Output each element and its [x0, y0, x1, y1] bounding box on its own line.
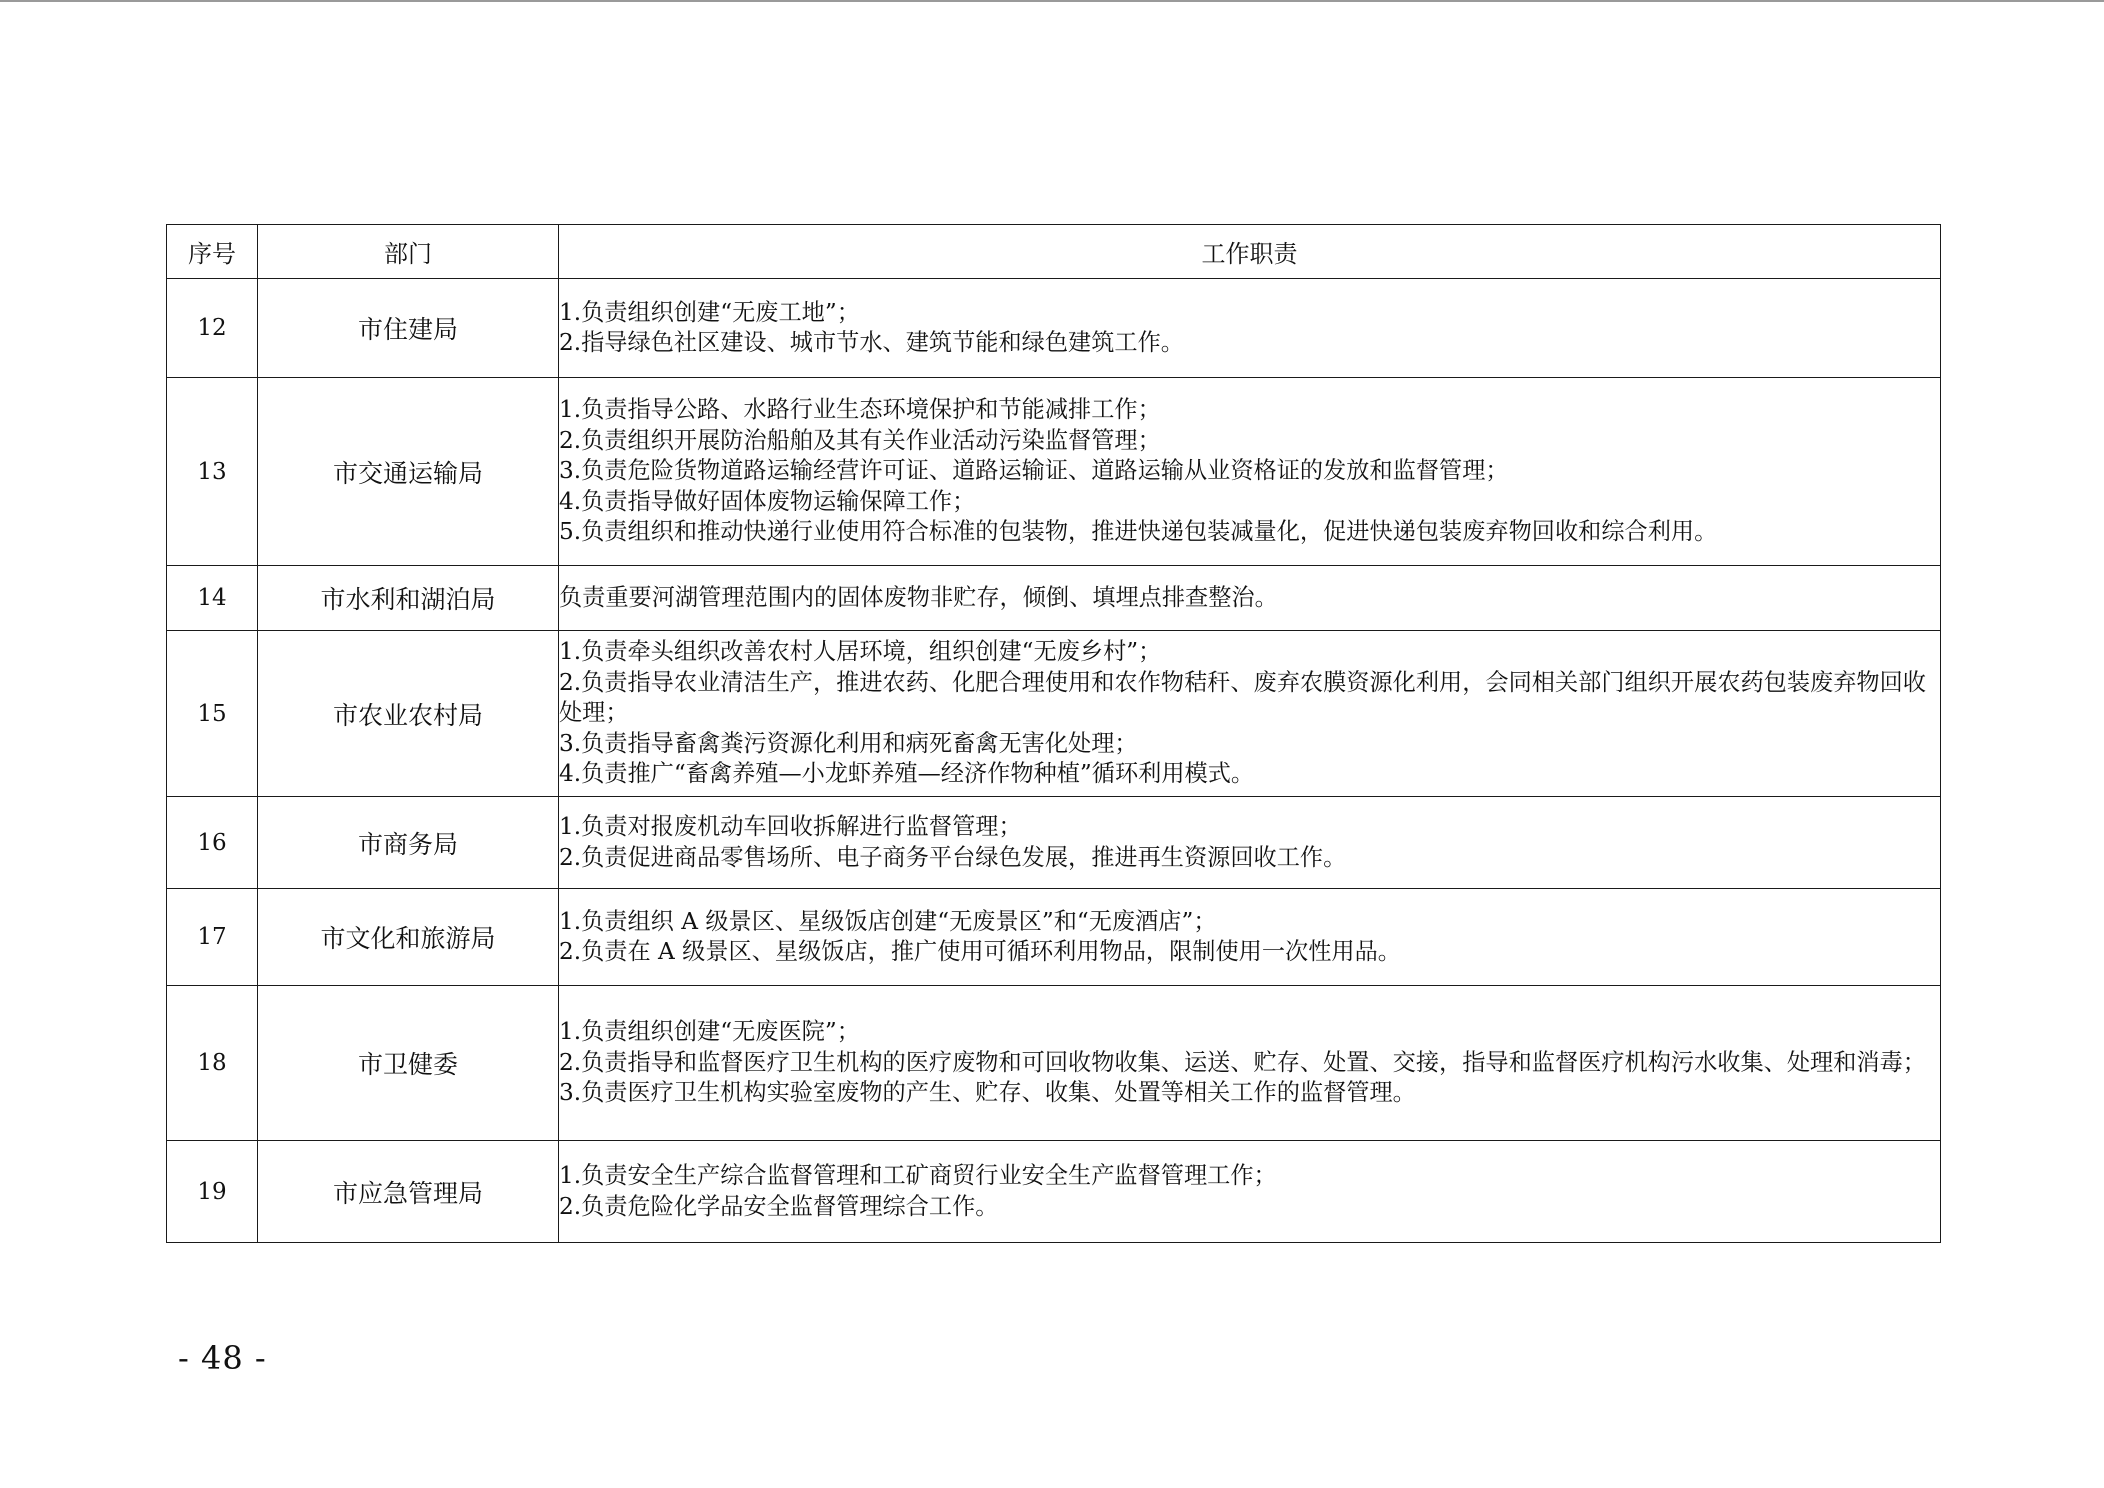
top-rule: [0, 0, 2104, 2]
duty-line: 1.负责对报废机动车回收拆解进行监督管理；: [559, 813, 1022, 840]
row-number: 12: [167, 279, 258, 378]
duties-cell: [559, 378, 1941, 566]
duty-line: 2.负责危险化学品安全监督管理综合工作。: [559, 1192, 999, 1220]
header-no: 序号: [167, 225, 258, 279]
table-row: [167, 797, 1941, 889]
row-number: 19: [167, 1141, 258, 1243]
row-number: 15: [167, 631, 258, 797]
duty-line: 1.负责安全生产综合监督管理和工矿商贸行业安全生产监督管理工作；: [559, 1162, 1277, 1189]
table-row: [167, 279, 1941, 378]
duties-cell: [559, 631, 1941, 797]
row-number: 13: [167, 378, 258, 566]
duty-line: 2.负责指导和监督医疗卫生机构的医疗废物和可回收物收集、运送、贮存、处置、交接，指导和监督医疗机构污水收集、处理和消毒；: [559, 1048, 1926, 1076]
duties-cell: [559, 797, 1941, 889]
duty-line: 2.指导绿色社区建设、城市节水、建筑节能和绿色建筑工作。: [559, 329, 1184, 356]
duty-line: 5.负责组织和推动快递行业使用符合标准的包装物，推进快递包装减量化，促进快递包装废弃物回收和综合利用。: [559, 518, 1718, 546]
duties-table: [166, 224, 1941, 1243]
row-number: 18: [167, 986, 258, 1141]
department-name: 市交通运输局: [258, 378, 559, 566]
duty-line: 1.负责组织创建“无废工地”；: [559, 298, 860, 326]
department-name: 市应急管理局: [258, 1141, 559, 1243]
duty-line: 3.负责医疗卫生机构实验室废物的产生、贮存、收集、处置等相关工作的监督管理。: [559, 1079, 1416, 1107]
duty-line: 4.负责指导做好固体废物运输保障工作；: [559, 487, 976, 515]
table-row: [167, 1141, 1941, 1243]
duties-cell: [559, 566, 1941, 631]
header-row: [167, 225, 1941, 279]
row-number: 17: [167, 889, 258, 986]
table-row: [167, 986, 1941, 1141]
table-row: [167, 889, 1941, 986]
duty-line: 1.负责组织创建“无废医院”；: [559, 1018, 860, 1046]
department-name: 市商务局: [258, 797, 559, 889]
duty-line: 3.负责危险货物道路运输经营许可证、道路运输证、道路运输从业资格证的发放和监督管理；: [559, 457, 1509, 485]
duty-line: 2.负责促进商品零售场所、电子商务平台绿色发展，推进再生资源回收工作。: [559, 843, 1347, 871]
row-number: 14: [167, 566, 258, 631]
table-row: [167, 378, 1941, 566]
duty-line: 2.负责指导农业清洁生产，推进农药、化肥合理使用和农作物秸秆、废弃农膜资源化利用，会同相关部门组织开展农药包装废弃物回收处理；: [559, 668, 1926, 727]
duties-cell: [559, 889, 1941, 986]
duties-cell: [559, 986, 1941, 1141]
header-dept: 部门: [258, 225, 559, 279]
row-number: 16: [167, 797, 258, 889]
page-number: - 48 -: [178, 1339, 267, 1377]
department-name: 市水利和湖泊局: [258, 566, 559, 631]
duty-line: 2.负责组织开展防治船舶及其有关作业活动污染监督管理；: [559, 426, 1161, 454]
duty-line: 2.负责在 A 级景区、星级饭店，推广使用可循环利用物品，限制使用一次性用品。: [559, 938, 1401, 965]
duty-line: 1.负责组织 A 级景区、星级饭店创建“无废景区”和“无废酒店”；: [559, 907, 1217, 935]
duties-cell: [559, 279, 1941, 378]
table-row: [167, 631, 1941, 797]
duty-line: 3.负责指导畜禽粪污资源化利用和病死畜禽无害化处理；: [559, 729, 1138, 757]
duty-line: 负责重要河湖管理范围内的固体废物非贮存，倾倒、填埋点排查整治。: [559, 583, 1278, 611]
duty-line: 4.负责推广“畜禽养殖—小龙虾养殖—经济作物种植”循环利用模式。: [559, 760, 1255, 788]
duty-line: 1.负责指导公路、水路行业生态环境保护和节能减排工作；: [559, 396, 1161, 424]
department-name: 市卫健委: [258, 986, 559, 1141]
department-name: 市农业农村局: [258, 631, 559, 797]
header-duties: 工作职责: [559, 225, 1941, 279]
duties-cell: [559, 1141, 1941, 1243]
duty-line: 1.负责牵头组织改善农村人居环境，组织创建“无废乡村”；: [559, 638, 1162, 666]
department-name: 市文化和旅游局: [258, 889, 559, 986]
table-row: [167, 566, 1941, 631]
department-name: 市住建局: [258, 279, 559, 378]
